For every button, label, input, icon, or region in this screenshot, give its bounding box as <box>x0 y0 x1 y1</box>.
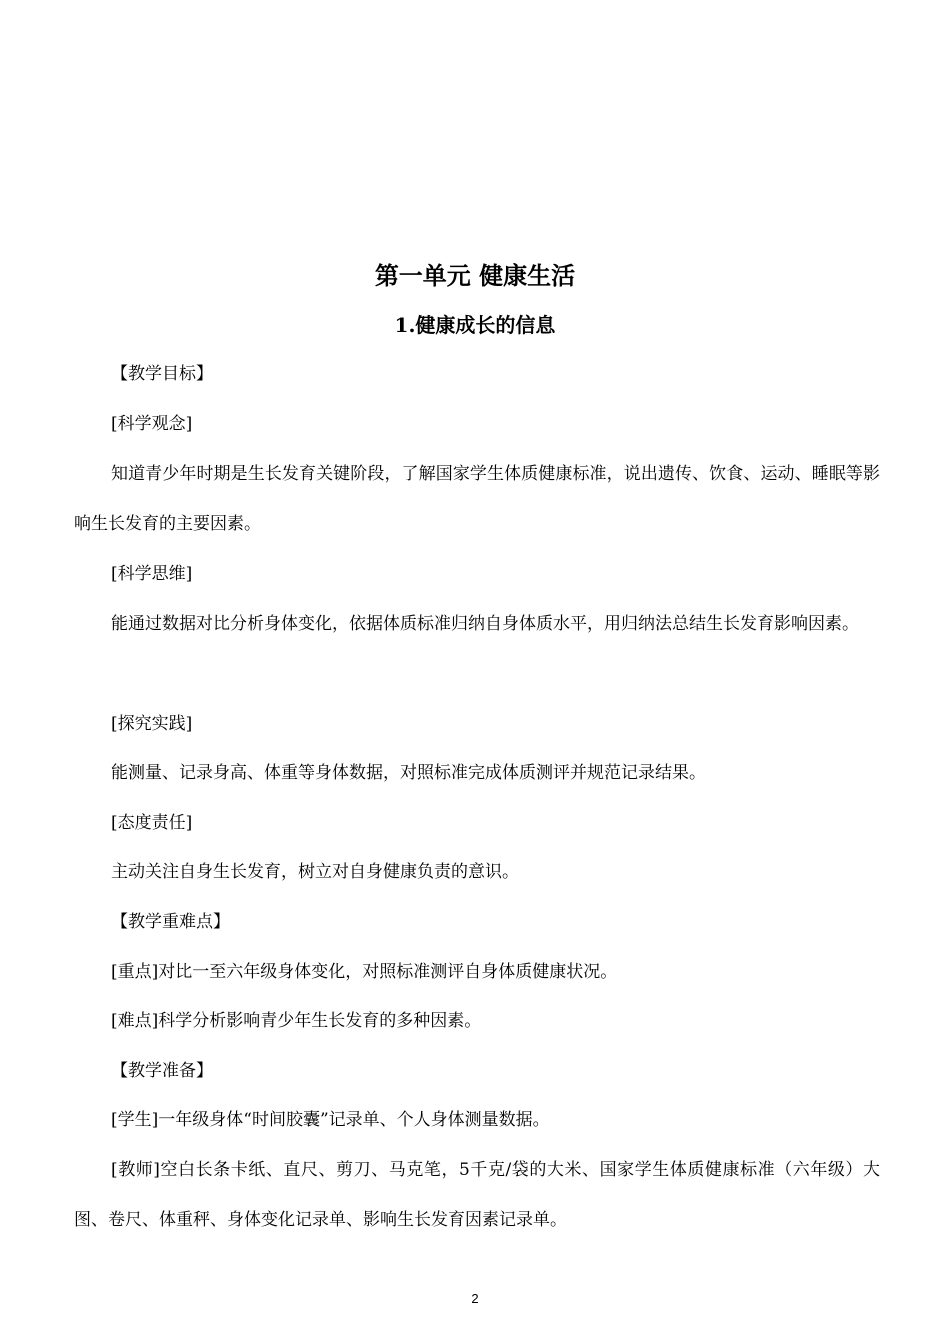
student-preparation-text: [学生]一年级身体“时间胶囊”记录单、个人身体测量数据。 <box>111 1110 550 1130</box>
unit-title: 第一单元 健康生活 <box>374 261 576 290</box>
attitude-responsibility-label: [态度责任] <box>111 813 193 833</box>
key-points-heading: 【教学重难点】 <box>111 912 230 932</box>
attitude-responsibility-text: 主动关注自身生长发育，树立对自身健康负责的意识。 <box>111 862 519 882</box>
science-thinking-text: 能通过数据对比分析身体变化，依据体质标准归纳自身体质水平，用归纳法总结生长发育影响因素。 <box>111 614 859 634</box>
difficult-point-text: [难点]科学分析影响青少年生长发育的多种因素。 <box>111 1011 482 1031</box>
science-concept-text: 知道青少年时期是生长发育关键阶段，了解国家学生体质健康标准，说出遗传、饮食、运动、睡眠等影响生长发育的主要因素。 <box>74 464 880 534</box>
inquiry-practice-text: 能测量、记录身高、体重等身体数据，对照标准完成体质测评并规范记录结果。 <box>111 763 706 783</box>
teaching-goals-heading: 【教学目标】 <box>111 364 213 384</box>
key-point-text: [重点]对比一至六年级身体变化，对照标准测评自身体质健康状况。 <box>111 962 618 982</box>
science-thinking-label: [科学思维] <box>111 564 193 584</box>
preparation-heading: 【教学准备】 <box>111 1061 213 1081</box>
teacher-preparation-text: [教师]空白长条卡纸、直尺、剪刀、马克笔，5千克/袋的大米、国家学生体质健康标准（六年级）大图、卷尺、体重秤、身体变化记录单、影响生长发育因素记录单。 <box>74 1160 880 1230</box>
science-concept-label: [科学观念] <box>111 414 193 434</box>
page-number: 2 <box>471 1291 479 1306</box>
lesson-title: 1.健康成长的信息 <box>394 313 556 337</box>
inquiry-practice-label: [探究实践] <box>111 714 193 734</box>
